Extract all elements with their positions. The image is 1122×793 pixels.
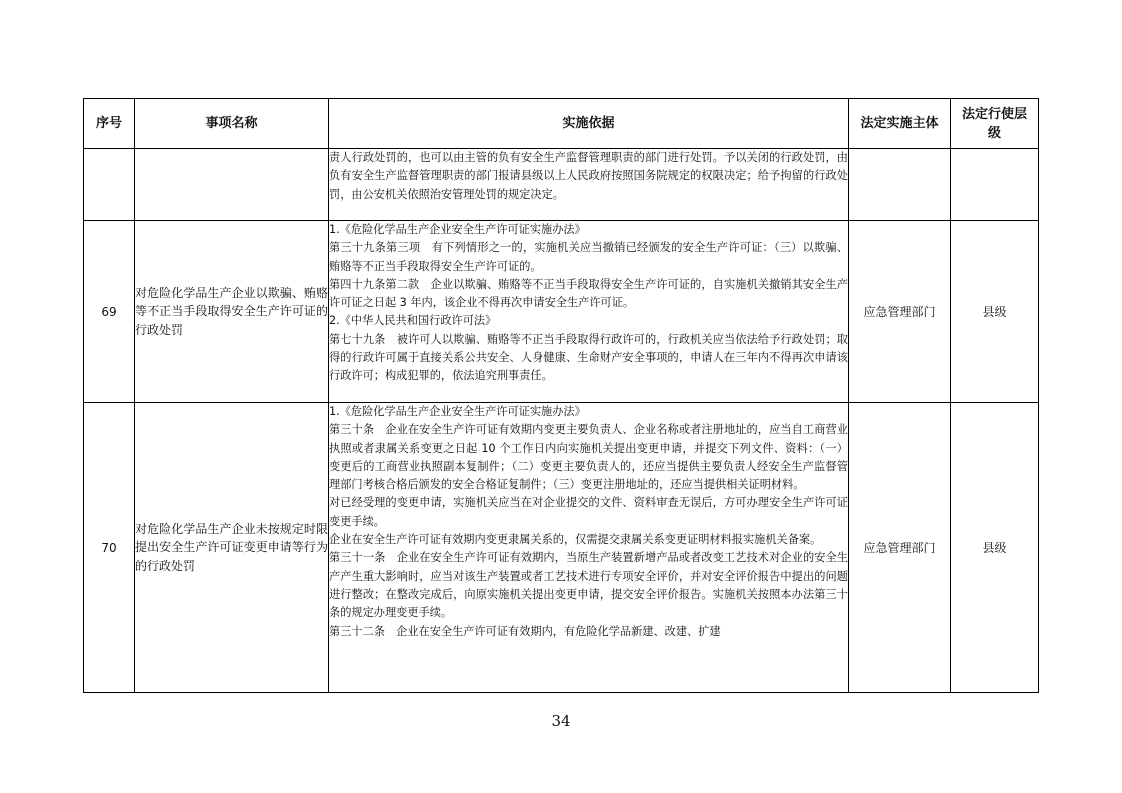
row-seq: 70: [84, 403, 135, 693]
table-row: [84, 149, 1039, 221]
row-item-name: [135, 149, 329, 221]
row-item-name: 对危险化学品生产企业未按规定时限提出安全生产许可证变更申请等行为的行政处罚: [135, 403, 329, 693]
header-row: [84, 99, 1039, 149]
row-implementing-body: 应急管理部门: [849, 221, 951, 403]
basis-paragraph: 2.《中华人民共和国行政许可法》: [329, 314, 497, 328]
basis-paragraph: 企业在安全生产许可证有效期内变更隶属关系的，仅需提交隶属关系变更证明材料报实施机关备案。: [329, 533, 822, 547]
row-item-name: 对危险化学品生产企业以欺骗、贿赂等不正当手段取得安全生产许可证的行政处罚: [135, 221, 329, 403]
row-basis: [329, 221, 849, 403]
row-level: 县级: [951, 403, 1039, 693]
header-implementing-body: 法定实施主体: [849, 99, 951, 149]
row-level: [951, 149, 1039, 221]
header-basis: 实施依据: [329, 99, 849, 149]
row-implementing-body: [849, 149, 951, 221]
basis-paragraph: 1.《危险化学品生产企业安全生产许可证实施办法》: [329, 223, 586, 236]
row-basis: [329, 149, 849, 221]
basis-paragraph: 第三十条 企业在安全生产许可证有效期内变更主要负责人、企业名称或者注册地址的，应当自工商营业执照或者隶属关系变更之日起 10 个工作日内向实施机关提出变更申请，并提交下列文件、资料：（一）变更后的工商营业执照副本复制件；（二）变更主要负责人的，还应当提供主要负责人经安全生产监督管理部门考核合格后颁发的安全合格证复制件；（三）变更注册地址的，还应当提供相关证明材料。: [329, 423, 848, 492]
row-level: 县级: [951, 221, 1039, 403]
table-row: [84, 403, 1039, 693]
table-row: [84, 221, 1039, 403]
permit-items-table: [83, 98, 1039, 693]
header-item-name: 事项名称: [135, 99, 329, 149]
row-basis: [329, 403, 849, 693]
basis-paragraph: 第三十九条第三项 有下列情形之一的，实施机关应当撤销已经颁发的安全生产许可证：（三）以欺骗、贿赂等不正当手段取得安全生产许可证的。: [329, 241, 848, 273]
basis-paragraph: 对已经受理的变更申请，实施机关应当在对企业提交的文件、资料审查无误后，方可办理安全生产许可证变更手续。: [329, 496, 848, 528]
row-implementing-body: 应急管理部门: [849, 403, 951, 693]
row-seq: 69: [84, 221, 135, 403]
header-level: 法定行使层级: [951, 99, 1039, 149]
basis-paragraph: 1.《危险化学品生产企业安全生产许可证实施办法》: [329, 405, 586, 418]
basis-paragraph: 第三十一条 企业在安全生产许可证有效期内，当原生产装置新增产品或者改变工艺技术对企业的安全生产产生重大影响时，应当对该生产装置或者工艺技术进行专项安全评价，并对安全评价报告中提出的问题进行整改；在整改完成后，向原实施机关提出变更申请，提交安全评价报告。实施机关按照本办法第三十条的规定办理变更手续。: [329, 551, 848, 620]
header-seq: 序号: [84, 99, 135, 149]
basis-paragraph: 责人行政处罚的，也可以由主管的负有安全生产监督管理职责的部门进行处罚。予以关闭的行政处罚，由负有安全生产监督管理职责的部门报请县级以上人民政府按照国务院规定的权限决定；给予拘留的行政处罚，由公安机关依照治安管理处罚的规定决定。: [329, 151, 848, 201]
basis-paragraph: 第四十九条第二款 企业以欺骗、贿赂等不正当手段取得安全生产许可证的，自实施机关撤销其安全生产许可证之日起 3 年内，该企业不得再次申请安全生产许可证。: [329, 277, 848, 310]
basis-paragraph: 第七十九条 被许可人以欺骗、贿赂等不正当手段取得行政许可的，行政机关应当依法给予行政处罚；取得的行政许可属于直接关系公共安全、人身健康、生命财产安全事项的，申请人在三年内不得再次申请该行政许可；构成犯罪的，依法追究刑事责任。: [329, 332, 848, 383]
page-number: 34: [551, 712, 571, 730]
row-seq: [84, 149, 135, 221]
basis-paragraph: 第三十二条 企业在安全生产许可证有效期内，有危险化学品新建、改建、扩建: [329, 624, 721, 638]
